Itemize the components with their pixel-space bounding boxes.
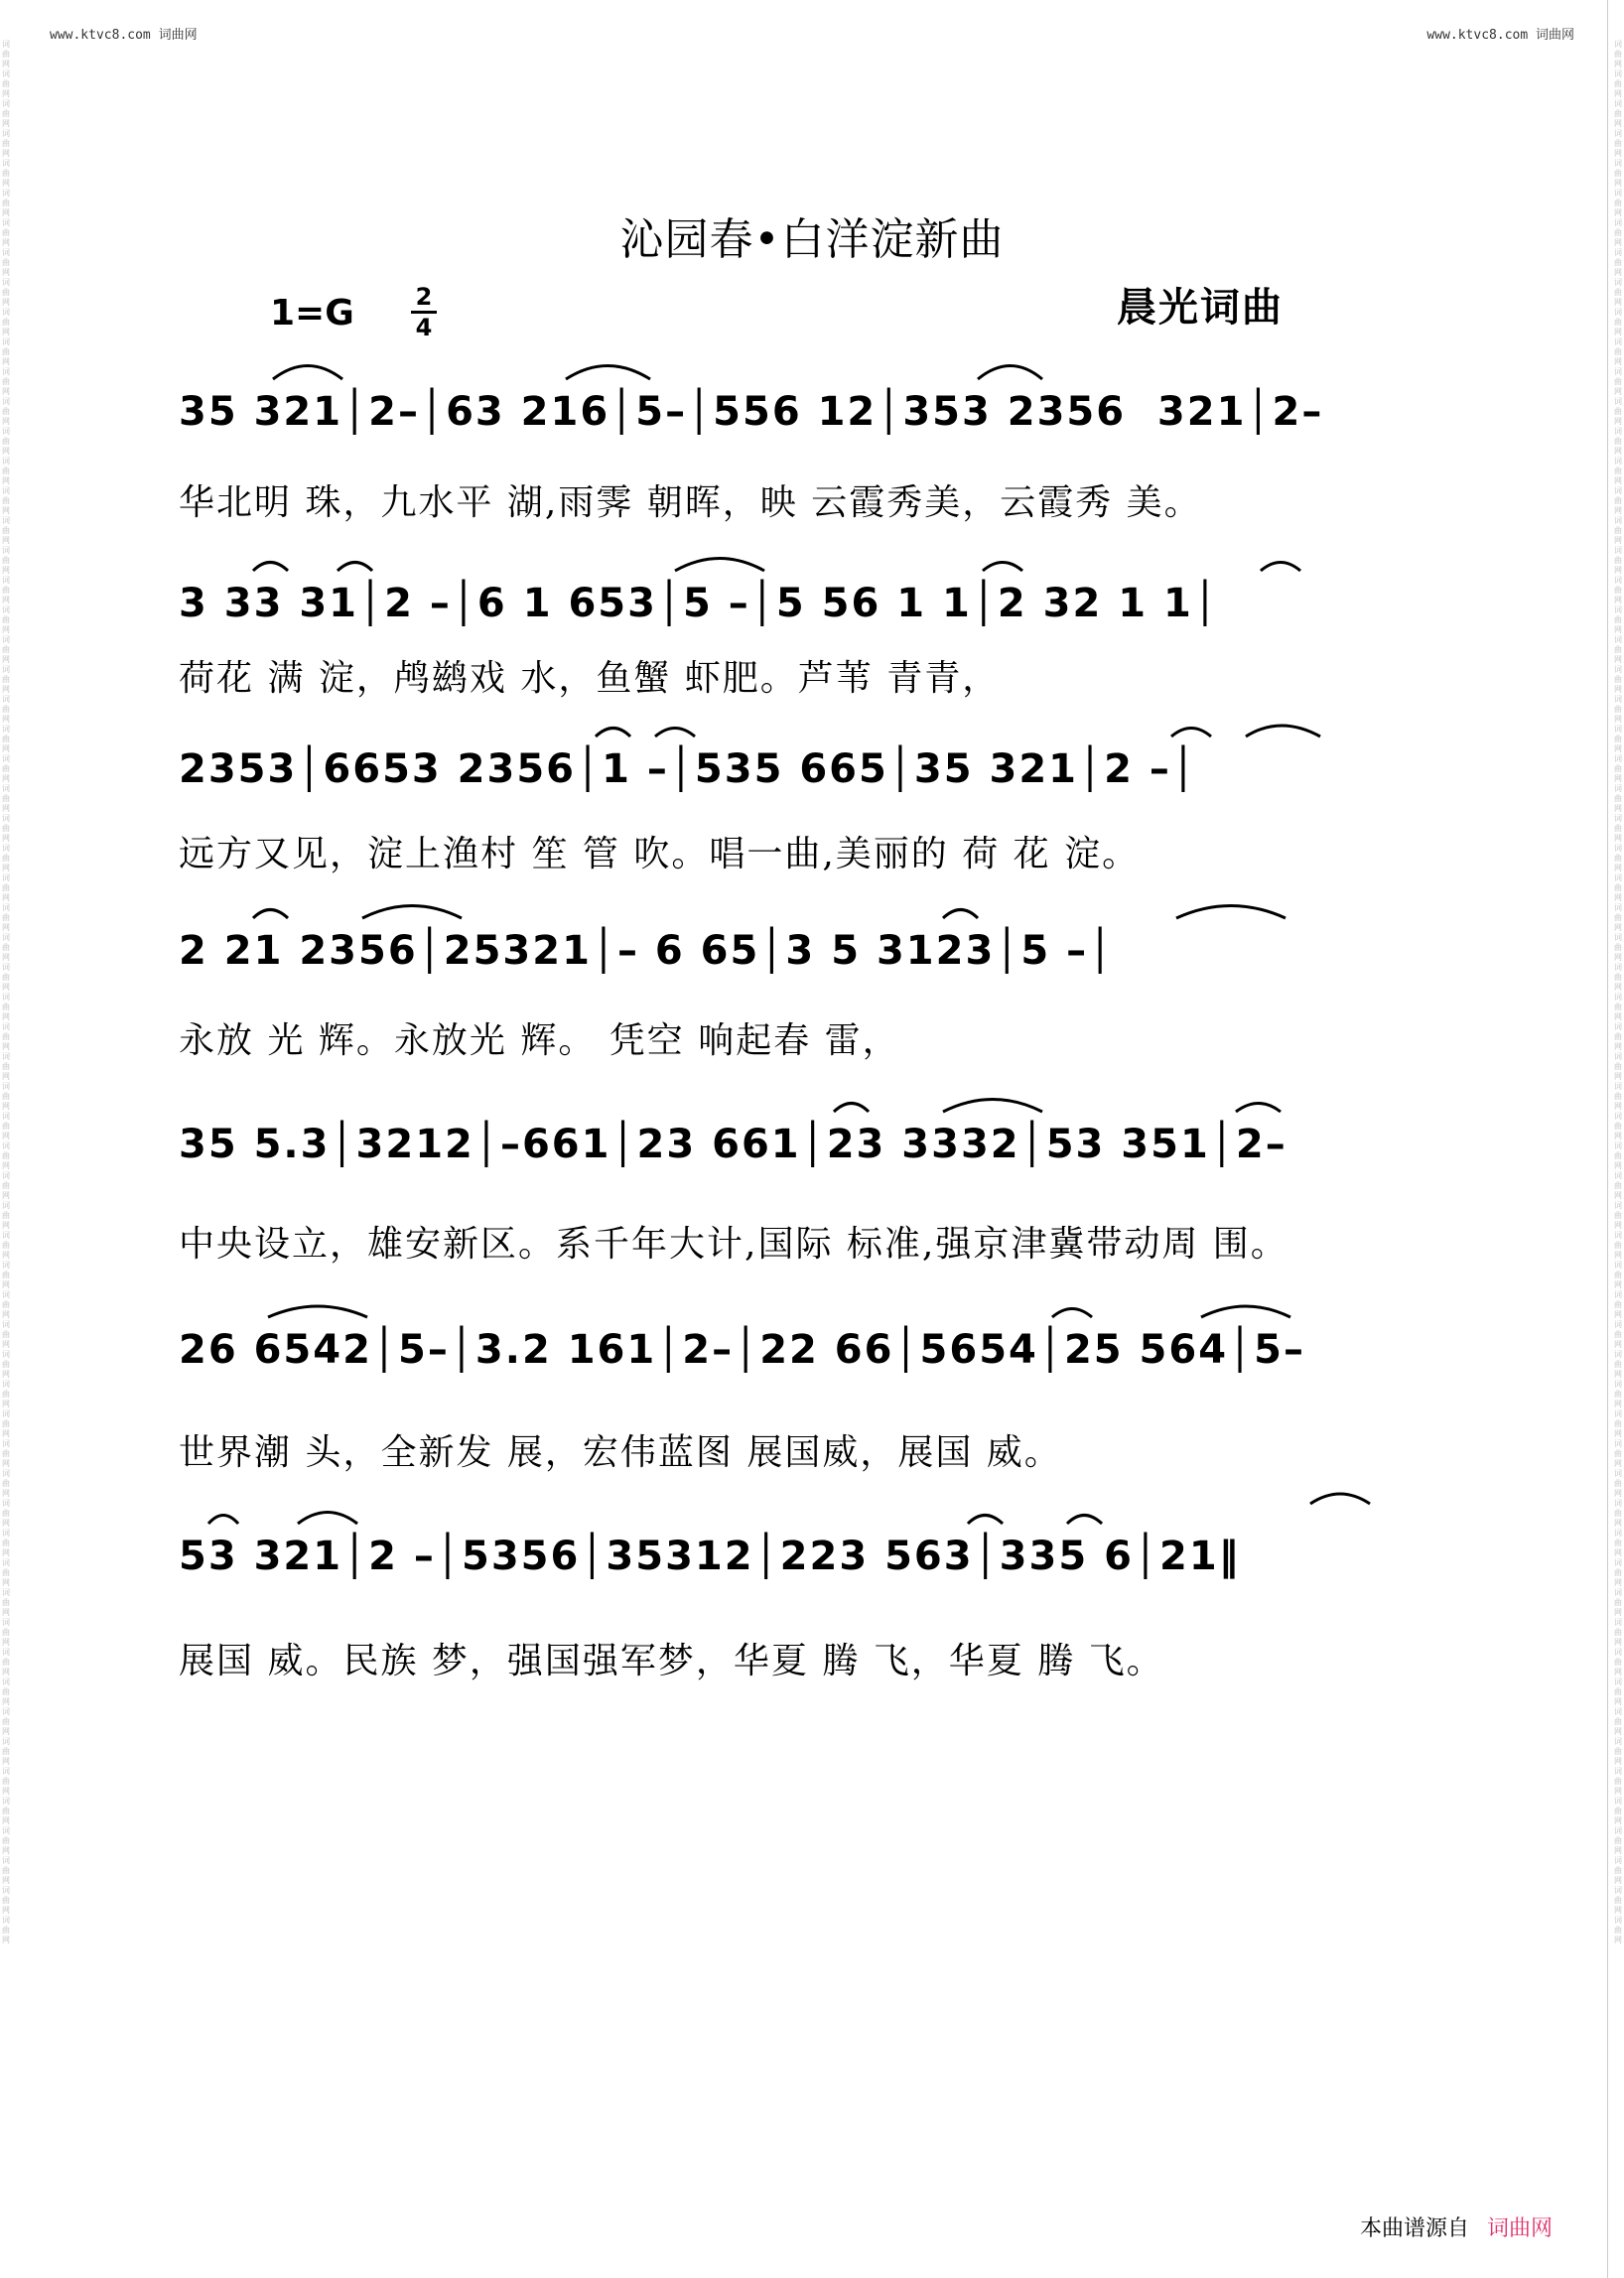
notation-row-4: 2 21 2356│25321│– 6 65│3 5 3123│5 –│ [179,928,1115,974]
lyrics-row-2: 荷花 满 淀，鸬鹚戏 水，鱼蟹 虾肥。芦苇 青青， [179,658,1001,699]
lyrics-row-7: 展国 威。民族 梦，强国强军梦，华夏 腾 飞，华夏 腾 飞。 [179,1641,1164,1681]
lyrics-row-6: 世界潮 头，全新发 展，宏伟蓝图 展国威，展国 威。 [179,1432,1062,1473]
song-title: 沁园春•白洋淀新曲 [619,214,1005,265]
time-signature [409,284,439,340]
notation-row-5: 35 5.3│3212│–661│23 661│23 3332│53 351│2– [179,1122,1287,1167]
header-site-right: www.ktvc8.com 词曲网 [1426,28,1574,43]
footer-source [1360,2211,1553,2242]
notation-row-1: 35 321│2–│63 216│5–│556 12│353 2356 321│2– [179,389,1324,435]
composer-credit: 晨光词曲 [1117,285,1284,331]
key-signature: 1=G [270,293,354,334]
lyrics-row-4: 永放 光 辉。永放光 辉。 凭空 响起春 雷， [179,1020,900,1061]
time-signature-top: 2 [415,283,433,311]
footer-source-label: 本曲谱源自 [1360,2216,1470,2241]
side-watermark-right: 词曲网词曲网词曲网词曲网词曲网词曲网词曲网词曲网词曲网词曲网词曲网词曲网词曲网词曲网词曲网词曲网词曲网词曲网词曲网词曲网词曲网词曲网词曲网词曲网词曲网词曲网词曲网词曲网词曲网词曲网词曲网词曲网词曲网词曲网词曲网词曲网词曲网词曲网词曲网词曲网词曲网词曲网词曲网词曲网词曲网词曲网词曲网词曲网词曲网词曲网词曲网词曲网词曲网词曲网词曲网词曲网词曲网词曲网词曲网词曲网词曲网词曲网词曲网词曲网 [1614,40,1622,1944]
time-signature-bottom: 4 [415,314,433,341]
footer-brand-link[interactable]: 词曲网 [1487,2216,1554,2241]
notation-row-3: 2353│6653 2356│1 –│535 665│35 321│2 –│ [179,746,1197,792]
header-site-left: www.ktvc8.com 词曲网 [50,28,198,43]
lyrics-row-3: 远方又见，淀上渔村 笙 管 吹。唱一曲,美丽的 荷 花 淀。 [179,834,1141,874]
lyrics-row-1: 华北明 珠，九水平 湖,雨霁 朝晖，映 云霞秀美，云霞秀 美。 [179,482,1202,523]
page-edge-line [1607,0,1608,2278]
notation-row-2: 3 33 31│2 –│6 1 653│5 –│5 56 1 1│2 32 1 1│ [179,581,1219,626]
side-watermark-left: 词曲网词曲网词曲网词曲网词曲网词曲网词曲网词曲网词曲网词曲网词曲网词曲网词曲网词曲网词曲网词曲网词曲网词曲网词曲网词曲网词曲网词曲网词曲网词曲网词曲网词曲网词曲网词曲网词曲网词曲网词曲网词曲网词曲网词曲网词曲网词曲网词曲网词曲网词曲网词曲网词曲网词曲网词曲网词曲网词曲网词曲网词曲网词曲网词曲网词曲网词曲网词曲网词曲网词曲网词曲网词曲网词曲网词曲网词曲网词曲网词曲网词曲网词曲网词曲网 [2,40,10,1944]
lyrics-row-5: 中央设立，雄安新区。系千年大计,国际 标准,强京津冀带动周 围。 [179,1224,1288,1265]
notation-row-7: 53 321│2 –│5356│35312│223 563│335 6│21‖ [179,1534,1241,1579]
notation-row-6: 26 6542│5–│3.2 161│2–│22 66│5654│25 564│5– [179,1327,1305,1373]
